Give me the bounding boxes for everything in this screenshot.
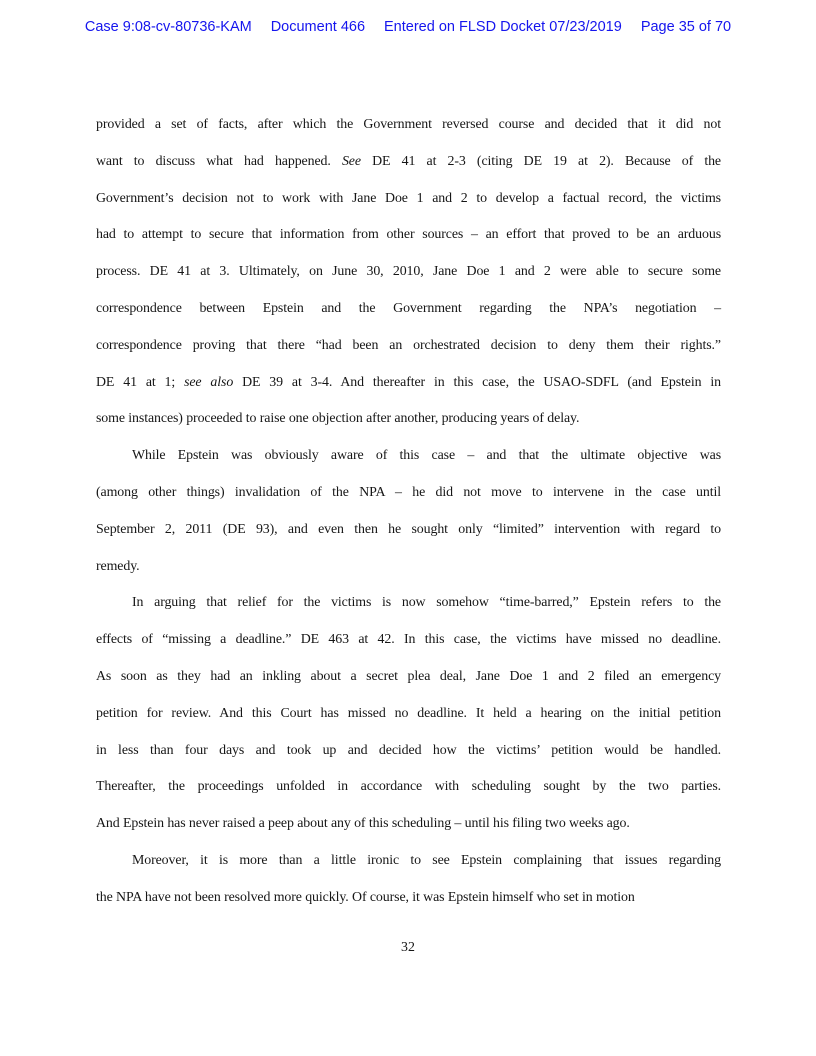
header-docket-entry: Entered on FLSD Docket 07/23/2019 xyxy=(384,19,622,35)
body-line: petition for review. And this Court has missed no deadline. It held a hearing on the initial petition xyxy=(96,705,721,721)
body-line: some instances) proceeded to raise one objection after another, producing years of delay. xyxy=(96,411,580,427)
body-line: DE 41 at 1; see also DE 39 at 3-4. And thereafter in this case, the USAO-SDFL (and Epstein in xyxy=(96,374,721,390)
paragraph xyxy=(96,843,721,917)
body-line: effects of “missing a deadline.” DE 463 at 42. In this case, the victims have missed no deadline. xyxy=(96,632,721,648)
body-line: remedy. xyxy=(96,558,140,574)
paragraph xyxy=(96,438,721,585)
body-line: had to attempt to secure that information from other sources – an effort that proved to be an arduous xyxy=(96,227,721,243)
body-line: in less than four days and took up and decided how the victims’ petition would be handled. xyxy=(96,742,721,758)
body-line: September 2, 2011 (DE 93), and even then he sought only “limited” intervention with regard to xyxy=(96,521,721,537)
body-line: As soon as they had an inkling about a secret plea deal, Jane Doe 1 and 2 filed an emergency xyxy=(96,668,721,684)
body-line: And Epstein has never raised a peep about any of this scheduling – until his filing two weeks ago. xyxy=(96,816,630,832)
body-line: the NPA have not been resolved more quickly. Of course, it was Epstein himself who set in motion xyxy=(96,889,635,905)
body-line: provided a set of facts, after which the Government reversed course and decided that it did not xyxy=(96,117,721,132)
body-line: Thereafter, the proceedings unfolded in accordance with scheduling sought by the two parties. xyxy=(96,779,721,795)
body-line: correspondence between Epstein and the Government regarding the NPA’s negotiation – xyxy=(96,300,721,316)
document-body xyxy=(96,107,721,917)
paragraph xyxy=(96,585,721,843)
body-line: While Epstein was obviously aware of this case – and that the ultimate objective was xyxy=(132,448,721,464)
body-line: Moreover, it is more than a little ironic to see Epstein complaining that issues regarding xyxy=(132,852,721,868)
body-line: process. DE 41 at 3. Ultimately, on June 30, 2010, Jane Doe 1 and 2 were able to secure some xyxy=(96,264,721,280)
header-document-number: Document 466 xyxy=(270,19,366,35)
case-header xyxy=(0,19,816,35)
body-line: want to discuss what had happened. See DE 41 at 2-3 (citing DE 19 at 2). Because of the xyxy=(96,153,721,169)
page-number: 32 xyxy=(401,940,415,955)
body-line: Government’s decision not to work with Jane Doe 1 and 2 to develop a factual record, the victims xyxy=(96,190,721,206)
header-case-number: Case 9:08-cv-80736-KAM xyxy=(84,19,252,35)
body-line: (among other things) invalidation of the NPA – he did not move to intervene in the case until xyxy=(96,484,721,500)
paragraph xyxy=(96,107,721,438)
body-line: In arguing that relief for the victims is now somehow “time-barred,” Epstein refers to the xyxy=(132,595,721,611)
header-page-count: Page 35 of 70 xyxy=(640,19,732,35)
body-line: correspondence proving that there “had been an orchestrated decision to deny them their rights.” xyxy=(96,337,721,353)
